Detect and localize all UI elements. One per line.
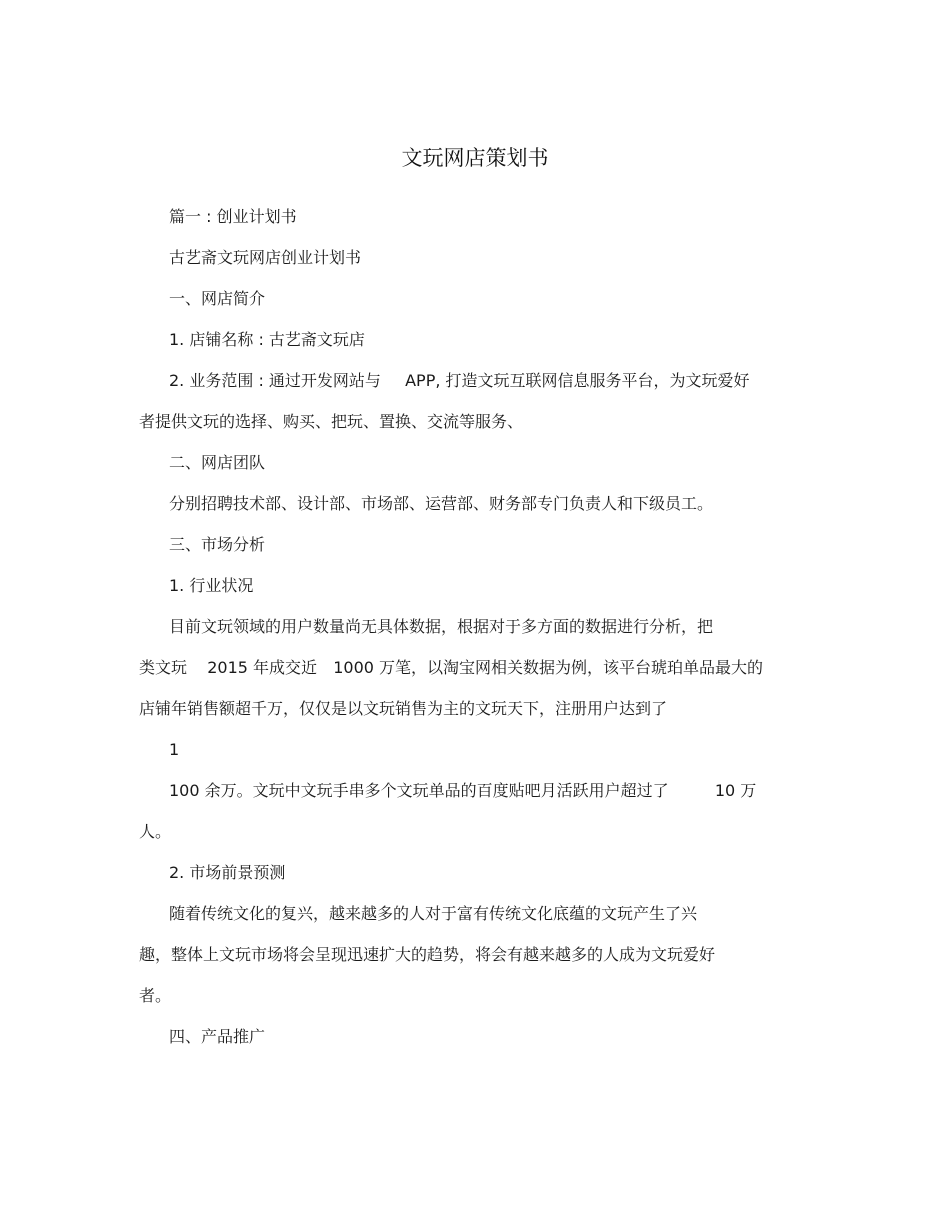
business-scope-text-b: APP, [405,371,441,390]
industry-paragraph-line-1: 目前文玩领域的用户数量尚无具体数据，根据对于多方面的数据进行分析，把 [169,617,714,636]
forecast-paragraph-line-1: 随着传统文化的复兴，越来越多的人对于富有传统文化底蕴的文玩产生了兴 [169,904,698,923]
forecast-paragraph-line-3: 者。 [139,986,172,1005]
document-title: 文玩网店策划书 [401,146,549,170]
shop-name-line: 1. 店铺名称 : 古艺斋文玩店 [169,330,365,349]
plan-subtitle: 古艺斋文玩网店创业计划书 [169,248,362,267]
business-scope-text-a: 2. 业务范围 : 通过开发网站与 [169,371,381,390]
business-scope-text-c: 打造文玩互联网信息服务平台，为文玩爱好 [445,371,750,390]
industry-paragraph-line-5: 人。 [139,822,172,841]
team-description: 分别招聘技术部、设计部、市场部、运营部、财务部专门负责人和下级员工。 [169,494,714,513]
industry-paragraph-line-4 [169,781,756,801]
heading-market-analysis: 三、市场分析 [169,535,266,554]
section-heading-part-one: 篇一 : 创业计划书 [169,207,297,226]
business-scope-continuation: 者提供文玩的选择、购买、把玩、置换、交流等服务、 [139,412,524,431]
heading-market-forecast: 2. 市场前景预测 [169,863,286,882]
heading-shop-intro: 一、网店简介 [169,289,266,308]
page-number: 1 [169,740,180,759]
heading-shop-team: 二、网店团队 [169,453,266,472]
industry-text-c: 1000 万笔，以淘宝网相关数据为例，该平台琥珀单品最大的 [333,658,764,677]
industry-text-d: 100 余万。文玩中文玩手串多个文玩单品的百度贴吧月活跃用户超过了 [169,781,669,800]
industry-paragraph-line-3: 店铺年销售额超千万，仅仅是以文玩销售为主的文玩天下，注册用户达到了 [139,699,668,718]
industry-text-b: 2015 年成交近 [207,658,318,677]
heading-product-promotion: 四、产品推广 [169,1027,266,1046]
industry-paragraph-line-2 [139,658,763,678]
business-scope-line [169,371,750,391]
forecast-paragraph-line-2: 趣，整体上文玩市场将会呈现迅速扩大的趋势，将会有越来越多的人成为文玩爱好 [139,945,716,964]
industry-text-a: 类文玩 [139,658,188,677]
industry-text-e: 10 万 [714,781,757,800]
heading-industry-status: 1. 行业状况 [169,576,254,595]
